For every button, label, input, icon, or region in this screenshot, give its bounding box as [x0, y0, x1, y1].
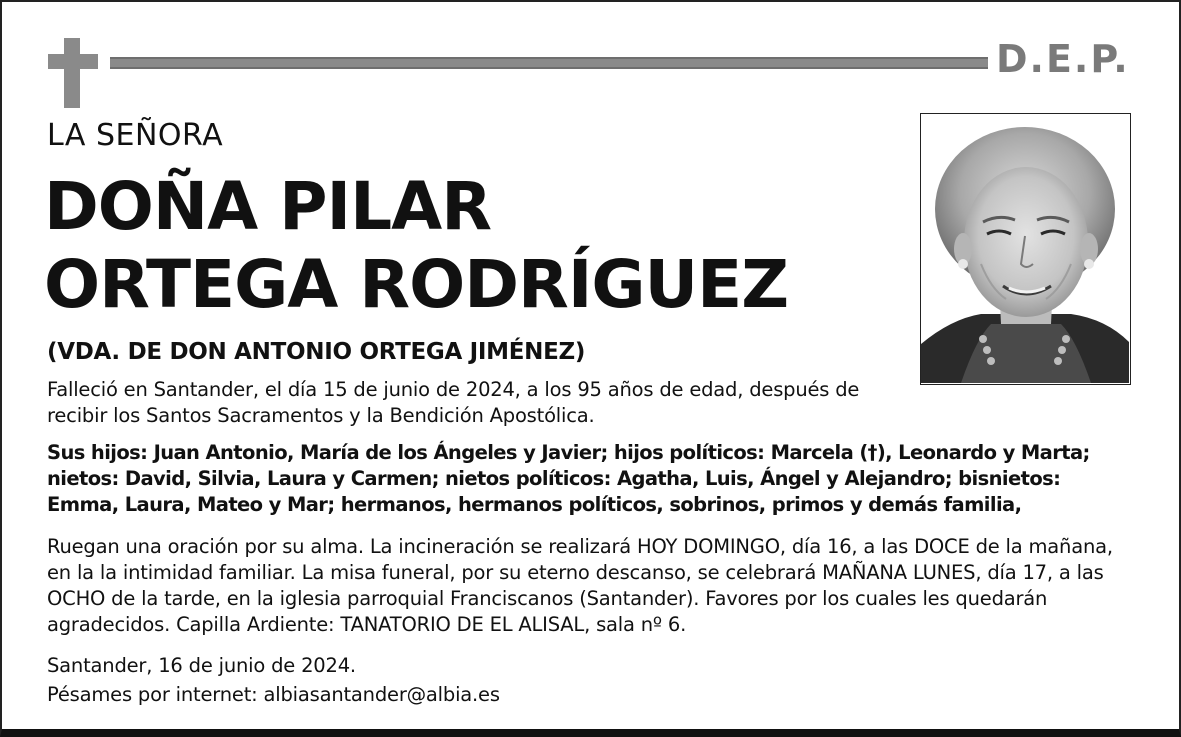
widow-line: (VDA. DE DON ANTONIO ORTEGA JIMÉNEZ)	[47, 339, 586, 365]
place-date-text: Santander, 16 de junio de 2024.	[47, 654, 356, 677]
service-text: Ruegan una oración por su alma. La incineración se realizará HOY DOMINGO, día 16, a las DOCE de la mañana, en la la intimidad familiar. La misa funeral, por su eterno descanso, se celebrará MAÑANA LUNES, día 17, a las OCHO de la tarde, en la iglesia parroquial Franciscanos (Santander). Favores por los cuales les quedarán agradecidos. Capilla Ardiente: TANATORIO DE EL ALISAL, sala nº 6.	[47, 535, 1113, 636]
portrait-photo	[920, 113, 1131, 385]
title-prefix: LA SEÑORA	[47, 118, 224, 153]
name-line-1: DOÑA PILAR	[44, 168, 492, 245]
header-rule	[110, 57, 988, 69]
cross-icon-bar	[48, 54, 98, 69]
cross-icon	[64, 38, 80, 108]
dep-label: D.E.P.	[996, 37, 1130, 81]
deceased-name	[44, 168, 788, 324]
condolences-text: Pésames por internet: albiasantander@albia.es	[47, 683, 500, 706]
name-line-2: ORTEGA RODRÍGUEZ	[44, 246, 789, 323]
family-text: Sus hijos: Juan Antonio, María de los Ángeles y Javier; hijos políticos: Marcela (†), Leonardo y Marta; nietos: David, Silvia, Laura y Carmen; nietos políticos: Agatha, Luis, Ángel y Alejandro; bisnietos: Emma, Laura, Mateo y Mar; hermanos, hermanos políticos, sobrinos, primos y demás familia,	[47, 441, 1090, 516]
death-notice-text: Falleció en Santander, el día 15 de junio de 2024, a los 95 años de edad, después de recibir los Santos Sacramentos y la Bendición Apostólica.	[47, 378, 860, 427]
